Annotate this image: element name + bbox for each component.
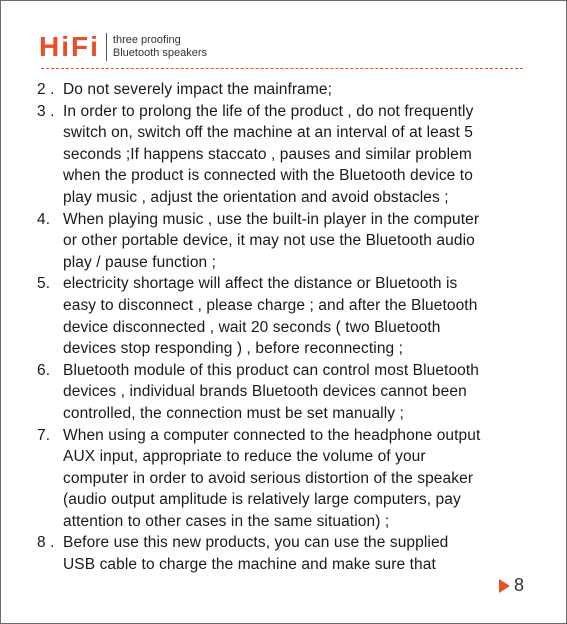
page-number	[499, 575, 524, 596]
dashed-divider	[41, 68, 523, 69]
list-item-8	[37, 532, 533, 575]
header	[39, 30, 207, 64]
list-item-4	[37, 209, 533, 274]
instructions-list	[37, 79, 533, 576]
item-text: Do not severely impact the mainframe;	[63, 81, 333, 98]
list-item-6	[37, 360, 533, 425]
logo-divider	[106, 33, 107, 61]
tagline-line-2: Bluetooth speakers	[112, 47, 208, 59]
item-number: 4.	[37, 210, 51, 228]
item-number: 3 .	[37, 102, 55, 120]
hifi-logo: HiFi	[39, 31, 100, 62]
item-text: Before use this new products, you can use the supplied USB cable to charge the machine and make sure that	[63, 534, 449, 574]
item-number: 8 .	[37, 534, 55, 552]
list-item-3	[37, 101, 533, 209]
page-number-value: 8	[513, 575, 524, 595]
item-text: When using a computer connected to the headphone output AUX input, appropriate to reduce the volume of your computer in order to avoid serious distortion of the speaker (audio output amplitude is relatively large computers, pay attention to other cases in the same situation) ;	[63, 426, 481, 530]
item-text: Bluetooth module of this product can control most Bluetooth devices , individual brands Bluetooth devices cannot been controlled, the connection must be set manually ;	[63, 361, 480, 422]
item-number: 7.	[37, 426, 51, 444]
item-text: electricity shortage will affect the distance or Bluetooth is easy to disconnect , please charge ; and after the Bluetooth device disconnected , wait 20 seconds ( two Bluetooth devices stop responding ) , before reconnecting ;	[63, 275, 478, 358]
item-number: 6.	[37, 361, 51, 379]
list-item-2	[37, 79, 533, 101]
tagline-line-1: three proofing	[112, 34, 181, 46]
item-text: In order to prolong the life of the product , do not frequently switch on, switch off the machine at an interval of at least 5 seconds ;If happens staccato , pauses and similar problem when the product is connected with the Bluetooth device to play music , adjust the orientation and avoid obstacles ;	[63, 102, 474, 206]
list-item-7	[37, 425, 533, 533]
item-number: 5.	[37, 275, 51, 293]
list-item-5	[37, 273, 533, 359]
tagline	[113, 34, 207, 60]
item-number: 2 .	[37, 81, 55, 98]
triangle-right-icon	[499, 579, 510, 593]
item-text: When playing music , use the built-in player in the computer or other portable device, it may not use the Bluetooth audio play / pause function ;	[63, 210, 480, 271]
